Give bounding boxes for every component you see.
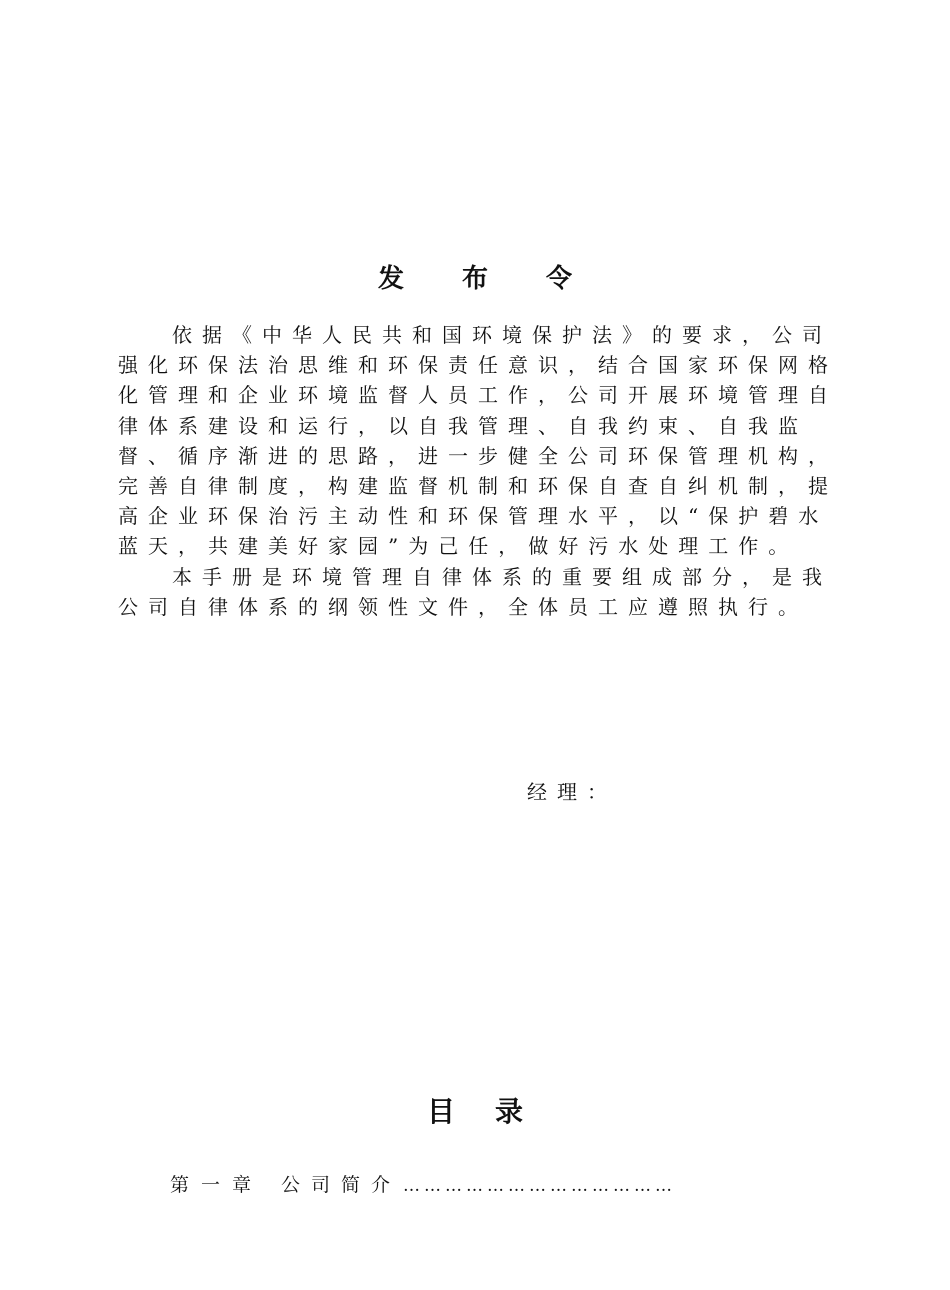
toc-entry-heading: 公司简介 xyxy=(281,1174,402,1196)
toc-entry-chapter-1[interactable] xyxy=(170,1170,830,1197)
toc-entry-leader: ………………………………… xyxy=(403,1176,677,1196)
release-order-body xyxy=(118,320,858,622)
body-paragraph-1: 依据《中华人民共和国环境保护法》的要求，公司强化环保法治思维和环保责任意识，结合国家环保网格化管理和企业环境监督人员工作，公司开展环境管理自律体系建设和运行，以自我管理、自我约束、自我监督、循序渐进的思路，进一步健全公司环保管理机构，完善自律制度，构建监督机制和环保自查自纠机制，提高企业环保治污主动性和环保管理水平，以“保护碧水蓝天，共建美好家园”为己任，做好污水处理工作。 xyxy=(118,323,838,559)
manager-signature-label: 经理： xyxy=(527,780,617,804)
toc-title: 目录 xyxy=(426,1095,563,1128)
toc-entry-chapter: 第一章 xyxy=(170,1174,264,1196)
release-order-title: 发布令 xyxy=(377,264,630,294)
body-paragraph-2: 本手册是环境管理自律体系的重要组成部分，是我公司自律体系的纲领性文件，全体员工应遵照执行。 xyxy=(118,564,832,619)
